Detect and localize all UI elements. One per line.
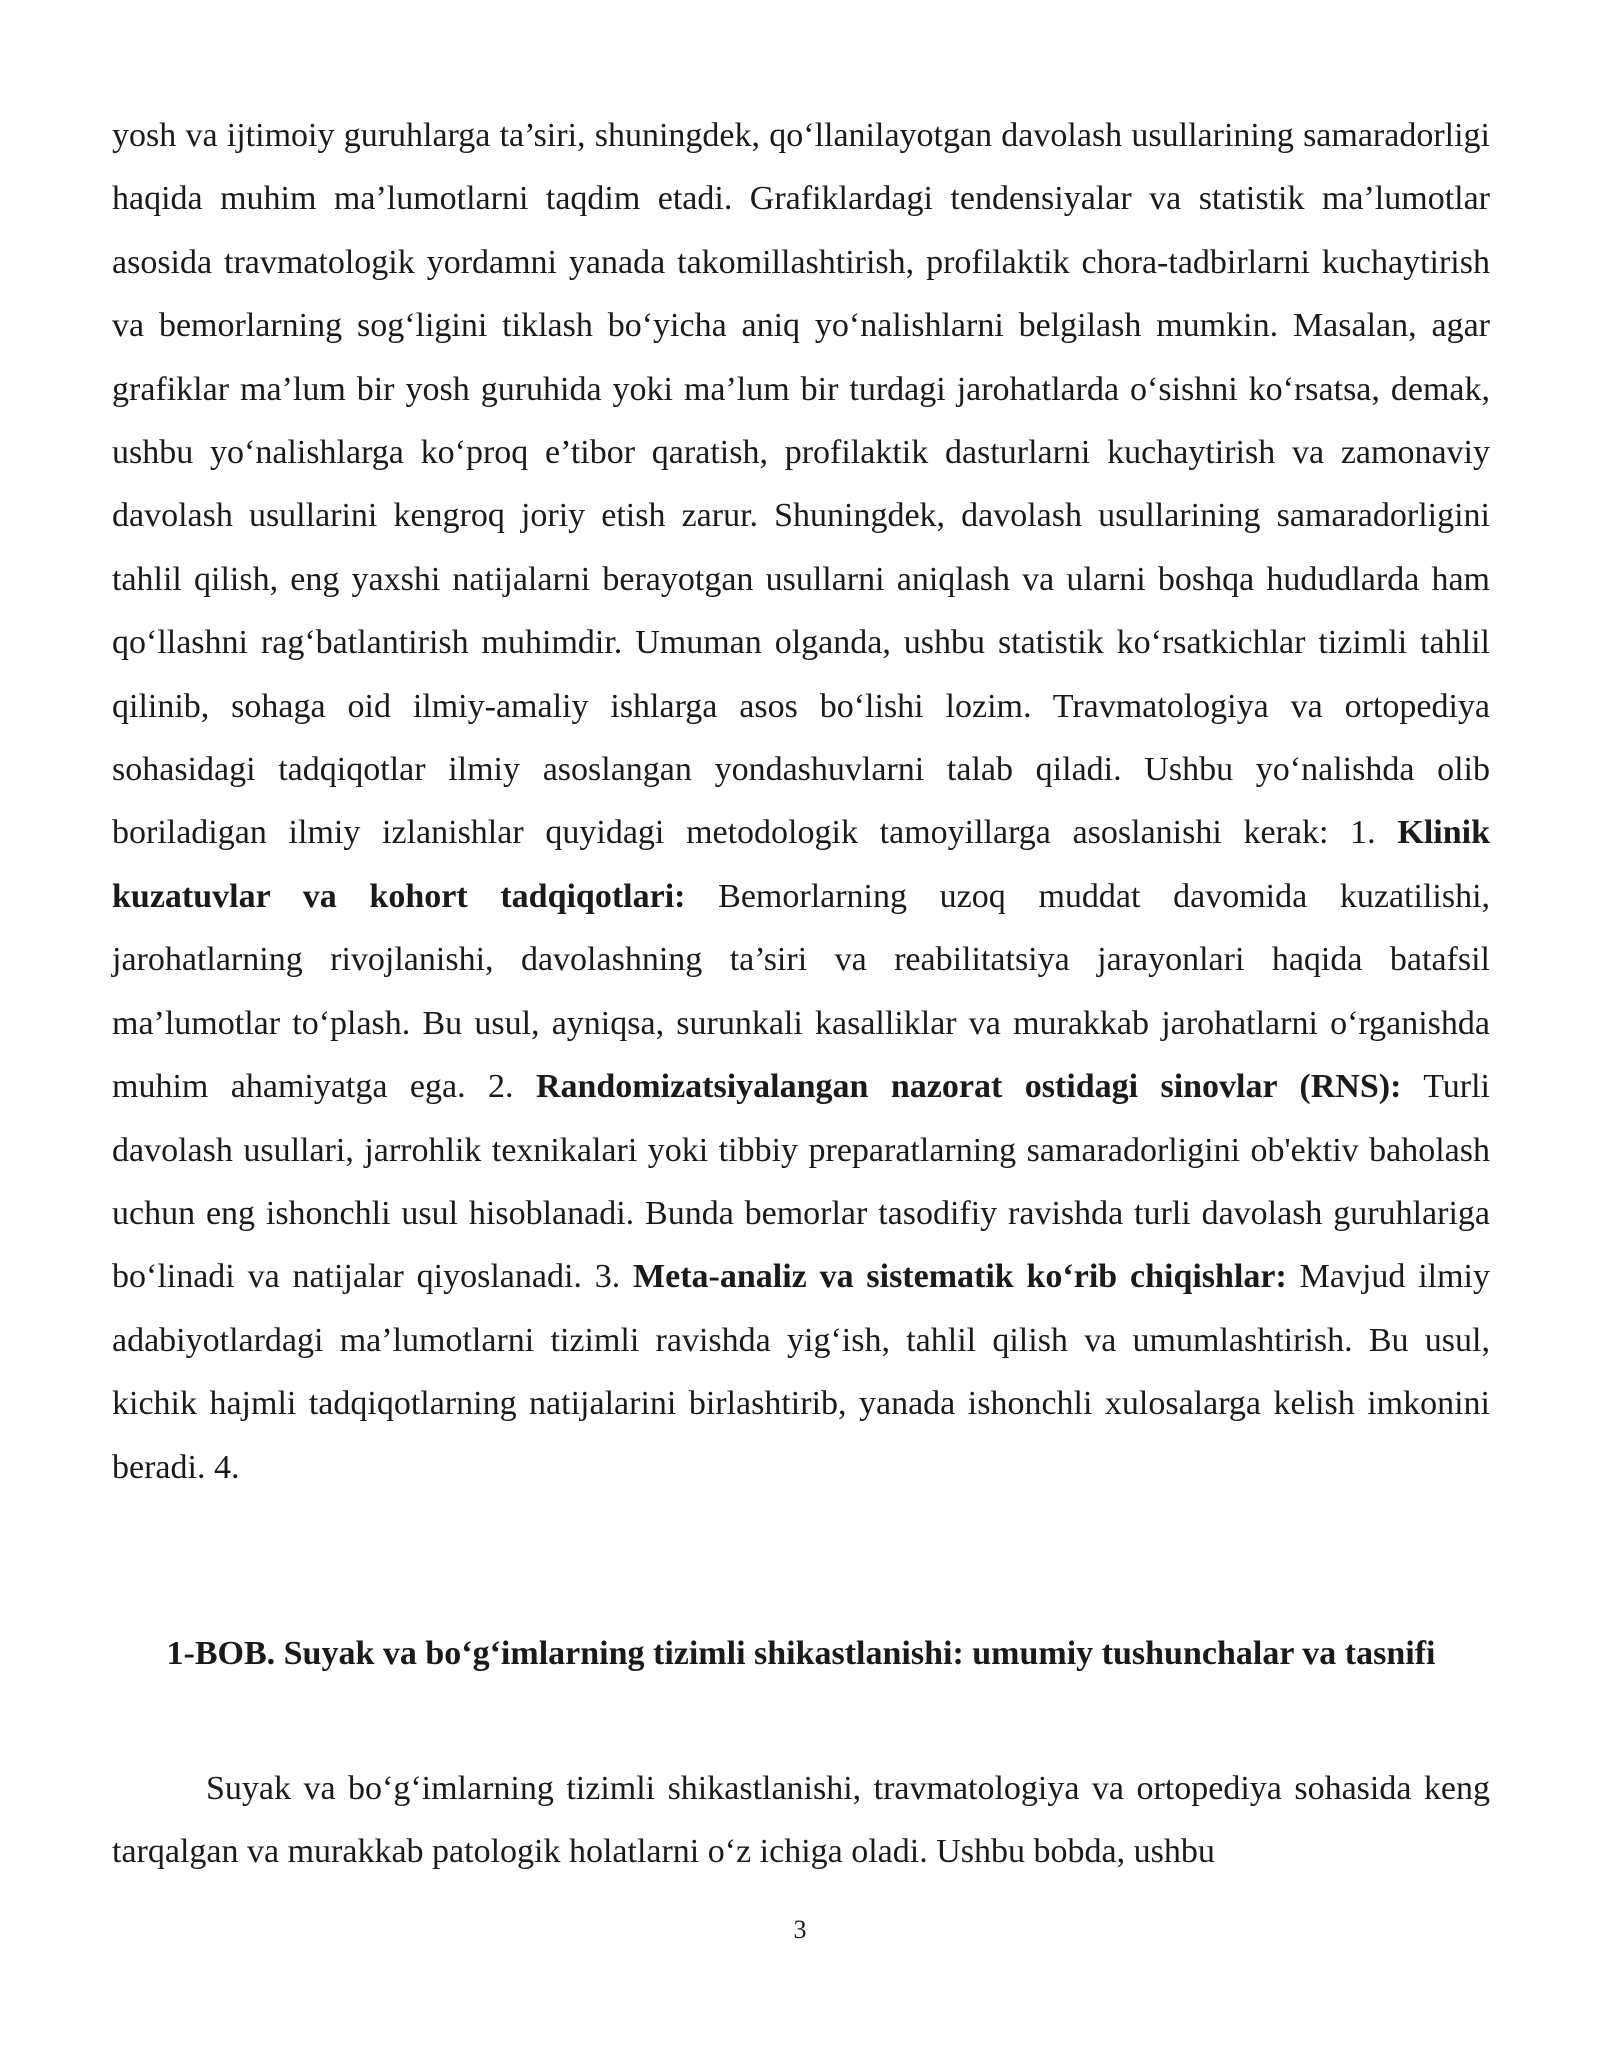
- term-meta-analysis: Meta-analiz va sistematik ko‘rib chiqishlar:: [633, 1258, 1287, 1296]
- term-clinical-observations: Klinik kuzatuvlar va kohort tadqiqotlari:: [112, 814, 1490, 915]
- paragraph-text-part2: Bemorlarning uzoq muddat davomida kuzatilishi, jarohatlarning rivojlanishi, davolashning ta’siri va reabilitatsiya jarayonlari haqida batafsil ma’lumotlar to‘plash. Bu usul, ayniqsa, surunkali kasalliklar va murakkab jarohatlarni o‘rganishda muhim ahamiyatga ega. 2.: [112, 877, 1491, 1106]
- body-paragraph: [112, 104, 1490, 1499]
- paragraph-text-part1: yosh va ijtimoiy guruhlarga ta’siri, shuningdek, qo‘llanilayotgan davolash usullarining samaradorligi haqida muhim ma’lumotlarni taqdim etadi. Grafiklardagi tendensiyalar va statistik ma’lumotlar asosida travmatologik yordamni yanada takomillashtirish, profilaktik chora-tadbirlarni kuchaytirish va bemorlarning sog‘ligini tiklash bo‘yicha aniq yo‘nalishlarni belgilash mumkin. Masalan, agar grafiklar ma’lum bir yosh guruhida yoki ma’lum bir turdagi jarohatlarda o‘sishni ko‘rsatsa, demak, ushbu yo‘nalishlarga ko‘proq e’tibor qaratish, profilaktik dasturlarni kuchaytirish va zamonaviy davolash usullarini kengroq joriy etish zarur. Shuningdek, davolash usullarining samaradorligini tahlil qilish, eng yaxshi natijalarni berayotgan usullarni aniqlash va ularni boshqa hududlarda ham qo‘llashni rag‘batlantirish muhimdir. Umuman olganda, ushbu statistik ko‘rsatkichlar tizimli tahlil qilinib, sohaga oid ilmiy-amaliy ishlarga asos bo‘lishi lozim. Travmatologiya va ortopediya sohasidagi tadqiqotlar ilmiy asoslangan yondashuvlarni talab qiladi. Ushbu yo‘nalishda olib boriladigan ilmiy izlanishlar quyidagi metodologik tamoyillarga asoslanishi kerak: 1.: [112, 117, 1490, 852]
- chapter-heading: 1-BOB. Suyak va bo‘g‘imlarning tizimli shikastlanishi: umumiy tushunchalar va tasnifi: [166, 1635, 1436, 1672]
- paragraph-text-part3: Turli davolash usullari, jarrohlik texnikalari yoki tibbiy preparatlarning samaradorligini ob'ektiv baholash uchun eng ishonchli usul hisoblanadi. Bunda bemorlar tasodifiy ravishda turli davolash guruhlariga bo‘linadi va natijalar qiyoslanadi. 3.: [112, 1068, 1490, 1296]
- chapter-intro-paragraph: Suyak va bo‘g‘imlarning tizimli shikastlanishi, travmatologiya va ortopediya sohasida keng tarqalgan va murakkab patologik holatlarni o‘z ichiga oladi. Ushbu bobda, ushbu: [112, 1770, 1490, 1871]
- term-randomized-trials: Randomizatsiyalangan nazorat ostidagi sinovlar (RNS):: [535, 1068, 1402, 1106]
- page-number: 3: [793, 1915, 807, 1944]
- paragraph-text-part4: Mavjud ilmiy adabiyotlardagi ma’lumotlarni tizimli ravishda yig‘ish, tahlil qilish va umumlashtirish. Bu usul, kichik hajmli tadqiqotlarning natijalarini birlashtirib, yanada ishonchli xulosalarga kelish imkonini beradi. 4.: [112, 1258, 1490, 1486]
